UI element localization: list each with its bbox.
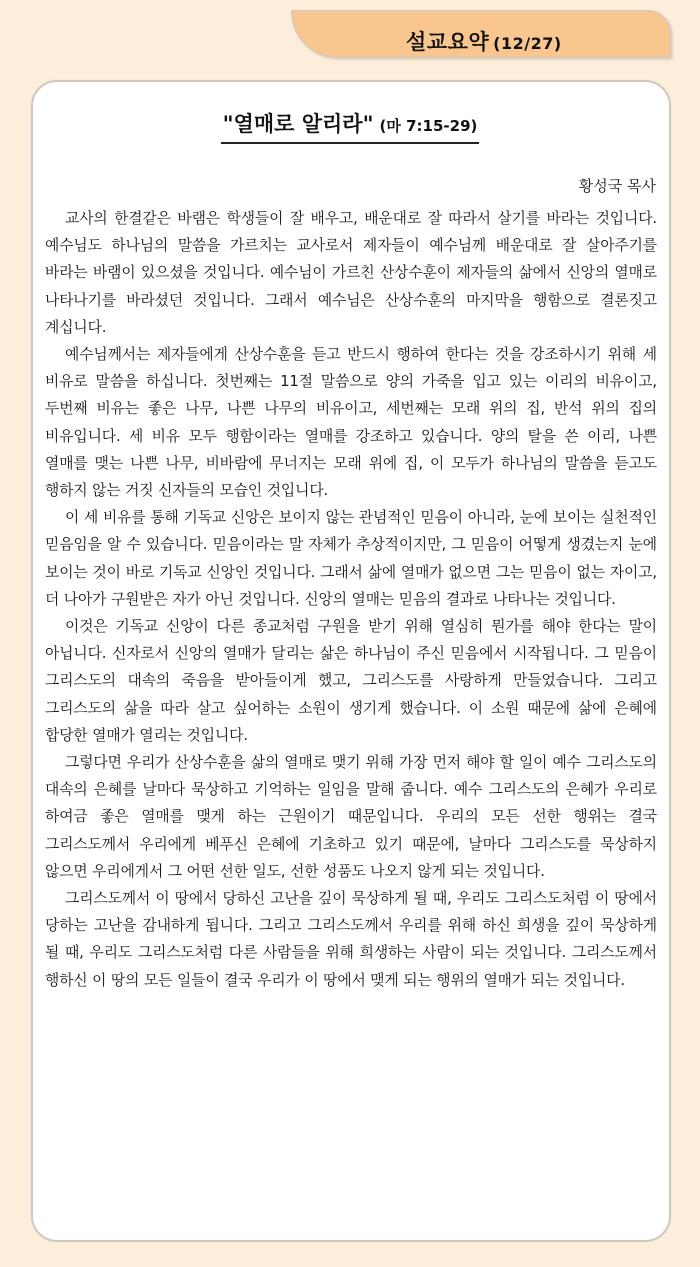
paragraph: 그리스도께서 이 땅에서 당하신 고난을 깊이 묵상하게 될 때, 우리도 그리스도처럼 이 땅에서 당하는 고난을 감내하게 됩니다. 그리고 그리스도께서 우리를 위해 하신 희생을 깊이 묵상하게 될 때, 우리도 그리스도처럼 다른 사람들을 위해 희생하는 사람이 되는 것입니다. 그리스도께서 행하신 이 땅의 모든 일들이 결국 우리가 이 땅에서 맺게 되는 행위의 열매가 되는 것입니다. (45, 890, 657, 989)
preacher-name: 황성국 목사 (578, 177, 656, 195)
scripture-reference: (마 7:15-29) (379, 117, 478, 135)
header-title-text: 설교요약 (406, 30, 490, 54)
paragraph: 이 세 비유를 통해 기독교 신앙은 보이지 않는 관념적인 믿음이 아니라, 눈에 보이는 실천적인 믿음임을 알 수 있습니다. 믿음이라는 말 자체가 추상적이지만, 그 믿음이 어떻게 생겼는지 눈에 보이는 것이 바로 기독교 신앙인 것입니다. 그래서 삶에 열매가 없으면 그는 믿음이 없는 자이고, 더 나아가 구원받은 자가 아닌 것입니다. 신앙의 열매는 믿음의 결과로 나타나는 것입니다. (45, 509, 657, 608)
sermon-body (45, 205, 657, 994)
sermon-title-underline (221, 112, 480, 144)
header-date: (12/27) (493, 34, 562, 53)
paragraph: 예수님께서는 제자들에게 산상수훈을 듣고 반드시 행하여 한다는 것을 강조하시기 위해 세 비유로 말씀을 하십니다. 첫번째는 11절 말씀으로 양의 가죽을 입고 있는 이리의 비유이고, 두번째 비유는 좋은 나무, 나쁜 나무의 비유이고, 세번째는 모래 위의 집, 반석 위의 집의 비유입니다. 세 비유 모두 행함이라는 열매를 강조하고 있습니다. 양의 탈을 쓴 이리, 나쁜 열매를 맺는 나쁜 나무, 비바람에 무너지는 모래 위에 집, 이 모두가 하나님의 말씀을 듣고도 행하지 않는 거짓 신자들의 모습인 것입니다. (45, 346, 657, 500)
header-title (406, 26, 666, 56)
paragraph: 교사의 한결같은 바램은 학생들이 잘 배우고, 배운대로 잘 따라서 살기를 바라는 것입니다. 예수님도 하나님의 말씀을 가르치는 교사로서 제자들이 예수님께 배운대로 잘 살아주기를 바라는 바램이 있으셨을 것입니다. 예수님이 가르친 산상수훈이 제자들의 삶에서 신앙의 열매로 나타나기를 바라셨던 것입니다. 그래서 예수님은 산상수훈의 마지막을 행함으로 결론짓고 계십니다. (45, 210, 657, 336)
paragraph: 이것은 기독교 신앙이 다른 종교처럼 구원을 받기 위해 열심히 뭔가를 해야 한다는 말이 아닙니다. 신자로서 신앙의 열매가 달리는 삶은 하나님이 주신 믿음에서 시작됩니다. 그 믿음이 그리스도의 대속의 죽음을 받아들이게 했고, 그리스도를 사랑하게 만들었습니다. 그리고 그리스도의 삶을 따라 살고 싶어하는 소원이 생기게 했습니다. 이 소원 때문에 삶에 은혜에 합당한 열매가 열리는 것입니다. (45, 618, 657, 744)
sermon-title-text: "열매로 알리라" (222, 112, 374, 136)
paragraph: 그렇다면 우리가 산상수훈을 삶의 열매로 맺기 위해 가장 먼저 해야 할 일이 예수 그리스도의 대속의 은혜를 날마다 묵상하고 기억하는 일임을 말해 줍니다. 예수 그리스도의 은혜가 우리로 하여금 좋은 열매를 맺게 하는 근원이기 때문입니다. 우리의 모든 선한 행위는 결국 그리스도께서 우리에게 베푸신 은혜에 기초하고 있기 때문에, 날마다 그리스도를 묵상하지 않으면 우리에게서 그 어떤 선한 일도, 선한 성품도 나오지 않게 되는 것입니다. (45, 754, 657, 880)
sermon-title (0, 112, 700, 144)
